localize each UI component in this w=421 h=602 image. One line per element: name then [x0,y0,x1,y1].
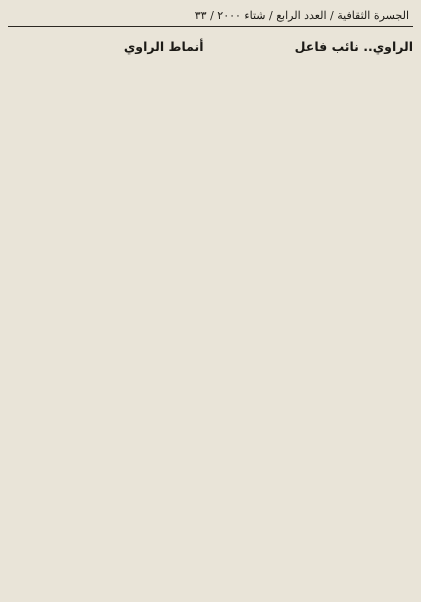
section-heading-narrator-passive: الراوي.. نائب فاعل [294,39,413,54]
section-heading-narrator-types: أنماط الراوي [123,39,204,54]
left-column [8,34,204,596]
text-columns [8,34,413,596]
right-column [218,34,414,596]
running-header [8,6,413,27]
document-page [8,6,413,596]
journal-issue-line: الجسرة الثقافية / العدد الرابع / شتاء ٢٠٠٠ / ٣٣ [194,9,409,22]
